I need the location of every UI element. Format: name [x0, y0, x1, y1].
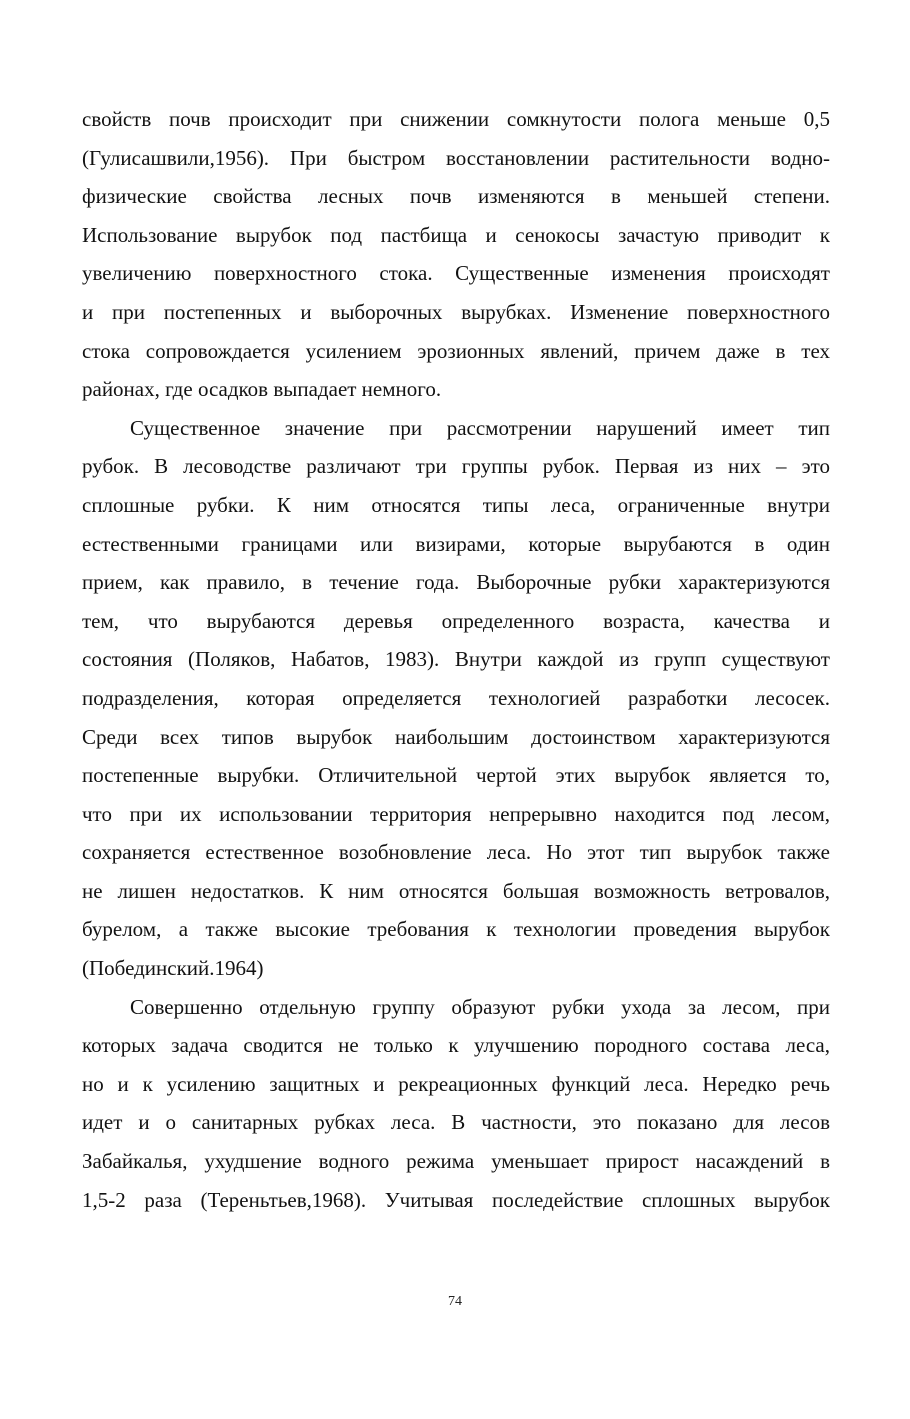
text-line: 1,5-2 раза (Тереньтьев,1968). Учитывая последействие сплошных вырубок: [82, 1187, 830, 1212]
text-line: Среди всех типов вырубок наибольшим достоинством характеризуются: [82, 724, 830, 749]
text-line: Совершенно отдельную группу образуют рубки ухода за лесом, при: [130, 994, 830, 1019]
text-line: прием, как правило, в течение года. Выборочные рубки характеризуются: [82, 570, 830, 595]
text-line: увеличению поверхностного стока. Существенные изменения происходят: [82, 261, 830, 286]
text-line: идет и о санитарных рубках леса. В частности, это показано для лесов: [82, 1110, 830, 1135]
text-line: сохраняется естественное возобновление леса. Но этот тип вырубок также: [82, 840, 830, 865]
text-line: (Гулисашвили,1956). При быстром восстановлении растительности водно-: [82, 145, 830, 170]
text-line: тем, что вырубаются деревья определенного возраста, качества и: [82, 608, 830, 633]
text-line: не лишен недостатков. К ним относятся большая возможность ветровалов,: [82, 878, 830, 903]
text-line: районах, где осадков выпадает немного.: [82, 377, 442, 402]
paragraph-1: [82, 100, 830, 409]
text-line: Использование вырубок под пастбища и сенокосы зачастую приводит к: [82, 222, 830, 247]
text-body: [82, 100, 830, 1219]
text-line: что при их использовании территория непрерывно находится под лесом,: [82, 801, 830, 826]
text-line: бурелом, а также высокие требования к технологии проведения вырубок: [82, 917, 830, 942]
text-line: состояния (Поляков, Набатов, 1983). Внутри каждой из групп существуют: [82, 647, 830, 672]
text-line: и при постепенных и выборочных вырубках. Изменение поверхностного: [82, 299, 830, 324]
text-line: которых задача сводится не только к улучшению породного состава леса,: [82, 1033, 830, 1058]
text-line: постепенные вырубки. Отличительной чертой этих вырубок является то,: [82, 763, 830, 788]
paragraph-2: [82, 409, 830, 988]
text-line: стока сопровождается усилением эрозионных явлений, причем даже в тех: [82, 338, 830, 363]
text-line: свойств почв происходит при снижении сомкнутости полога меньше 0,5: [82, 107, 830, 131]
text-line: сплошные рубки. К ним относятся типы леса, ограниченные внутри: [82, 492, 830, 517]
text-line: Забайкалья, ухудшение водного режима уменьшает прирост насаждений в: [82, 1149, 830, 1174]
text-line: естественными границами или визирами, которые вырубаются в один: [82, 531, 830, 556]
text-line: (Побединский.1964): [82, 956, 264, 981]
text-line: физические свойства лесных почв изменяются в меньшей степени.: [82, 184, 830, 209]
text-line: но и к усилению защитных и рекреационных функций леса. Нередко речь: [82, 1071, 830, 1096]
paragraph-3: [82, 988, 830, 1220]
text-line: Существенное значение при рассмотрении нарушений имеет тип: [130, 415, 830, 440]
text-line: рубок. В лесоводстве различают три группы рубок. Первая из них – это: [82, 454, 830, 479]
text-line: подразделения, которая определяется технологией разработки лесосек.: [82, 685, 830, 710]
page-number: 74: [448, 1294, 462, 1309]
